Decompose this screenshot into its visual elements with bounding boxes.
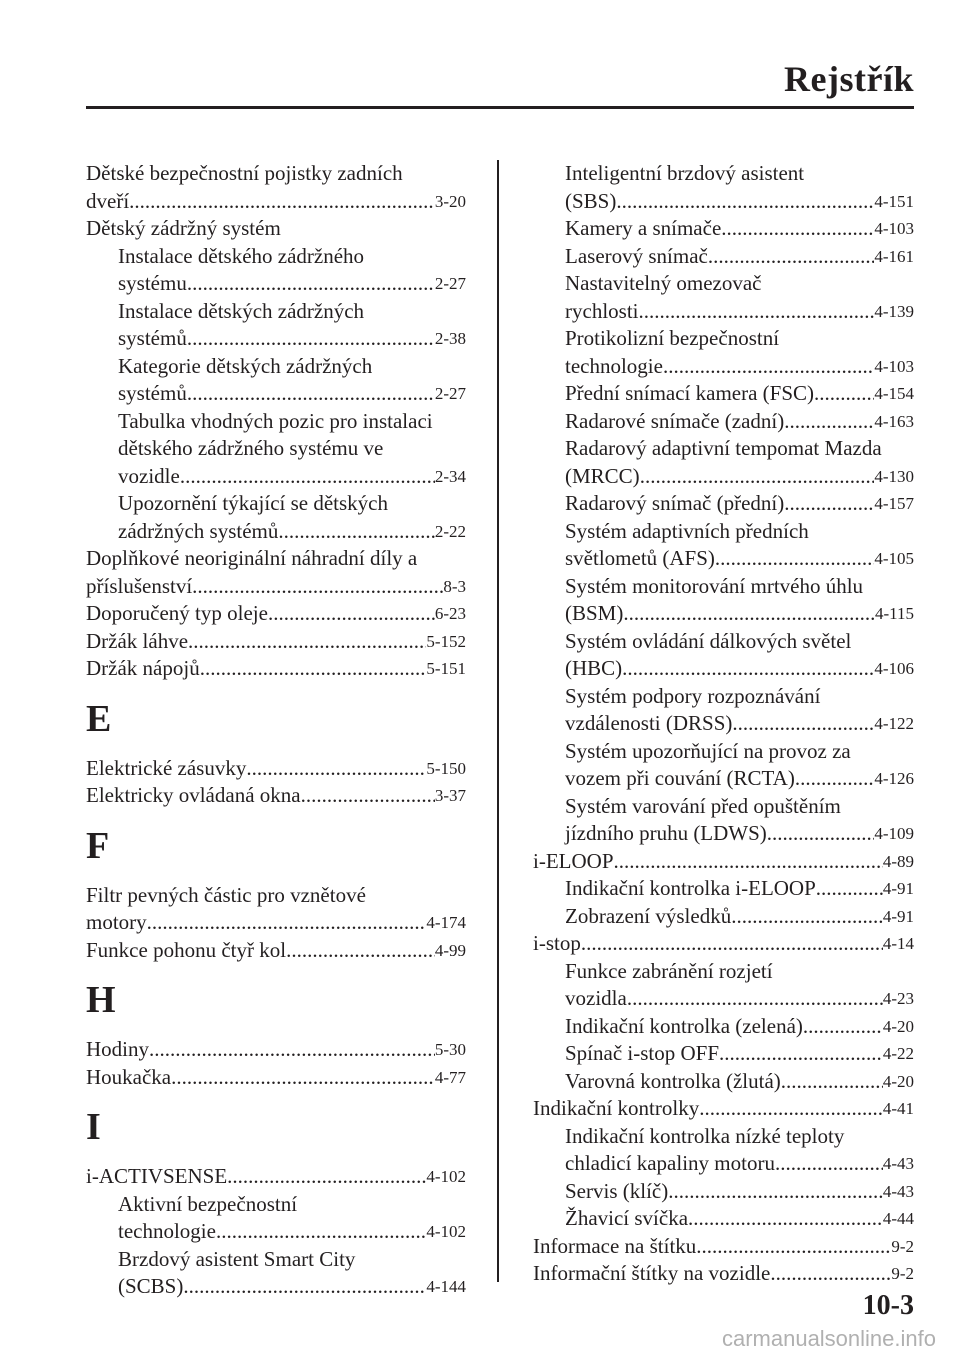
entry-text: Spínač i-stop OFF	[565, 1041, 720, 1065]
page-reference: 3-37	[434, 786, 466, 805]
page-reference: 6-23	[434, 604, 466, 623]
index-entry-line: Doplňkové neoriginální náhradní díly a	[86, 546, 418, 570]
entry-text: Radarový snímač (přední)	[565, 491, 785, 515]
page-reference: 4-102	[426, 1222, 466, 1241]
entry-text: Servis (klíč)	[565, 1178, 669, 1203]
index-subentry	[533, 1178, 914, 1206]
index-subentry	[533, 1150, 914, 1178]
page-reference: 4-91	[882, 879, 914, 898]
header-rule	[86, 106, 914, 109]
page-reference: 4-102	[426, 1167, 466, 1186]
entry-text: Elektricky ovládaná okna	[86, 783, 301, 807]
leader-dots	[770, 1260, 891, 1288]
index-subentry-line: Instalace dětských zádržných	[118, 298, 365, 323]
page-title: Rejstřík	[784, 59, 914, 99]
entry-text: i-stop	[533, 931, 581, 955]
page-reference: 4-115	[874, 604, 914, 623]
leader-dots	[708, 243, 874, 271]
page-reference: 5-30	[434, 1040, 466, 1059]
entry-text: systémů	[118, 326, 187, 350]
page-reference: 2-27	[434, 274, 466, 293]
index-entry	[533, 1233, 914, 1261]
leader-dots	[616, 188, 874, 216]
page-number: 10-3	[862, 1290, 914, 1321]
leader-dots	[581, 930, 883, 958]
page-reference: 4-20	[882, 1071, 914, 1091]
index-entry	[86, 782, 466, 810]
leader-dots	[246, 755, 426, 783]
index-subentry	[533, 215, 914, 243]
page-reference: 4-23	[882, 989, 914, 1008]
leader-dots	[286, 937, 435, 965]
index-subentry	[533, 298, 914, 326]
entry-text: i-ACTIVSENSE	[86, 1164, 228, 1188]
leader-dots	[781, 1068, 883, 1096]
index-subentry-line: Systém podpory rozpoznávání	[565, 683, 821, 708]
page-reference: 4-89	[882, 851, 914, 871]
leader-dots	[129, 188, 435, 216]
index-subentry	[533, 1040, 914, 1068]
section-letter: H	[86, 979, 116, 1021]
leader-dots	[731, 903, 883, 931]
page-reference: 4-126	[874, 769, 914, 788]
index-entry	[86, 600, 466, 628]
page-reference: 2-34	[434, 466, 466, 486]
index-subentry-line: Systém upozorňující na provoz za	[565, 738, 851, 763]
index-entry	[86, 573, 466, 601]
index-subentry	[86, 463, 466, 491]
index-subentry-line: Systém varování před opuštěním	[565, 793, 841, 818]
index-subentry-line: Indikační kontrolka nízké teploty	[565, 1123, 845, 1148]
entry-text: motory	[86, 910, 147, 934]
index-subentry	[533, 710, 914, 738]
entry-text: Doporučený typ oleje	[86, 601, 268, 625]
index-subentry	[533, 903, 914, 931]
entry-text: vozidla	[565, 986, 627, 1010]
leader-dots	[795, 765, 874, 793]
entry-text: vozem při couvání (RCTA)	[565, 766, 795, 790]
index-subentry	[533, 243, 914, 271]
page-reference: 4-144	[426, 1277, 466, 1296]
page-reference: 4-109	[874, 824, 914, 843]
index-subentry-line: Aktivní bezpečnostní	[118, 1191, 298, 1216]
page-reference: 4-139	[874, 301, 914, 321]
index-subentry-line: Kategorie dětských zádržných	[118, 353, 373, 378]
index-subentry	[533, 765, 914, 793]
entry-text: vzdálenosti (DRSS)	[565, 711, 733, 735]
index-subentry	[533, 545, 914, 573]
index-entry-line: Filtr pevných částic pro vznětové	[86, 882, 366, 907]
index-entry	[86, 909, 466, 937]
index-entry-line: Dětské bezpečnostní pojistky zadních	[86, 161, 403, 185]
index-subentry	[533, 1068, 914, 1096]
entry-text: Radarové snímače (zadní)	[565, 408, 785, 433]
page-reference: 4-20	[882, 1016, 914, 1036]
leader-dots	[188, 628, 426, 656]
entry-text: (MRCC)	[565, 463, 640, 488]
entry-text: Přední snímací kamera (FSC)	[565, 381, 815, 405]
index-entry	[86, 1036, 466, 1064]
section-letter: E	[86, 697, 112, 740]
page-reference: 2-38	[434, 329, 466, 348]
page-reference: 5-150	[426, 758, 466, 778]
index-entry-line: Dětský zádržný systém	[86, 216, 281, 240]
index-subentry-line: Instalace dětského zádržného	[118, 243, 365, 268]
page-reference: 5-152	[426, 631, 466, 651]
leader-dots	[668, 1178, 883, 1206]
entry-text: Zobrazení výsledků	[565, 903, 732, 928]
page-reference: 4-14	[882, 934, 914, 953]
leader-dots	[767, 820, 875, 848]
leader-dots	[640, 463, 875, 491]
leader-dots	[227, 1163, 426, 1191]
page-reference: 4-105	[874, 549, 914, 568]
index-entry	[86, 1163, 466, 1191]
page-reference: 4-154	[874, 384, 914, 403]
leader-dots	[623, 600, 875, 628]
entry-text: Funkce pohonu čtyř kol	[86, 937, 287, 962]
entry-text: Žhavicí svíčka	[565, 1206, 689, 1230]
leader-dots	[268, 600, 435, 628]
index-subentry-line: Systém monitorování mrtvého úhlu	[565, 573, 864, 598]
section-letter: I	[86, 1106, 101, 1148]
index-subentry	[86, 1273, 466, 1301]
leader-dots	[200, 655, 427, 683]
page-reference: 4-22	[882, 1044, 914, 1063]
index-subentry	[86, 270, 466, 298]
page-reference: 4-99	[434, 940, 466, 960]
leader-dots	[171, 1064, 435, 1092]
index-subentry-line: Tabulka vhodných pozic pro instalaci	[118, 408, 433, 433]
page-reference: 4-106	[874, 659, 914, 678]
leader-dots	[614, 848, 883, 876]
index-subentry-line: Upozornění týkající se dětských	[118, 491, 389, 515]
index-subentry	[533, 490, 914, 518]
entry-text: Informace na štítku	[533, 1233, 697, 1258]
index-subentry	[533, 655, 914, 683]
index-entry	[86, 1064, 466, 1092]
entry-text: vozidle	[118, 463, 180, 488]
index-subentry-line: Funkce zabránění rozjetí	[565, 958, 773, 983]
index-subentry-line: Systém ovládání dálkových světel	[565, 628, 852, 653]
index-subentry	[533, 380, 914, 408]
leader-dots	[187, 380, 435, 408]
index-subentry	[533, 820, 914, 848]
page-reference: 4-122	[874, 714, 914, 733]
index-column-left	[86, 160, 466, 1301]
leader-dots	[622, 655, 874, 683]
entry-text: technologie	[565, 353, 663, 378]
index-entry	[533, 1095, 914, 1123]
leader-dots	[699, 1095, 883, 1123]
entry-text: příslušenství	[86, 573, 193, 598]
page-reference: 5-151	[426, 659, 466, 678]
index-subentry-line: Radarový adaptivní tempomat Mazda	[565, 436, 882, 460]
entry-text: (SCBS)	[118, 1274, 184, 1298]
leader-dots	[663, 353, 874, 381]
index-subentry	[533, 1205, 914, 1233]
page-reference: 4-41	[882, 1099, 914, 1118]
entry-text: i-ELOOP	[533, 848, 614, 873]
index-subentry	[86, 1218, 466, 1246]
entry-text: (SBS)	[565, 188, 617, 213]
index-entry	[86, 628, 466, 656]
index-subentry	[533, 1013, 914, 1041]
index-entry	[533, 1260, 914, 1288]
index-entry	[86, 655, 466, 683]
leader-dots	[147, 909, 427, 937]
index-entry	[533, 848, 914, 876]
page-reference: 8-3	[443, 576, 466, 596]
index-entry	[86, 755, 466, 783]
index-subentry	[533, 463, 914, 491]
leader-dots	[814, 380, 874, 408]
entry-text: Laserový snímač	[565, 243, 708, 268]
page-reference: 4-77	[434, 1067, 466, 1087]
index-subentry-line: Inteligentní brzdový asistent	[565, 161, 805, 185]
entry-text: Držák nápojů	[86, 656, 200, 680]
leader-dots	[816, 875, 883, 903]
page-reference: 2-27	[434, 384, 466, 403]
entry-text: Elektrické zásuvky	[86, 755, 247, 780]
entry-text: Houkačka	[86, 1064, 172, 1089]
page-reference: 3-20	[434, 191, 466, 211]
entry-text: technologie	[118, 1219, 216, 1243]
page-header	[0, 0, 960, 110]
entry-text: Hodiny	[86, 1037, 149, 1061]
index-subentry	[533, 353, 914, 381]
column-divider	[497, 160, 499, 1282]
entry-text: chladicí kapaliny motoru	[565, 1151, 775, 1175]
page-reference: 4-130	[874, 466, 914, 486]
leader-dots	[715, 545, 874, 573]
leader-dots	[278, 518, 434, 546]
entry-text: Kamery a snímače	[565, 216, 722, 240]
leader-dots	[180, 463, 435, 491]
index-subentry	[533, 600, 914, 628]
page-reference: 4-163	[874, 411, 914, 431]
entry-text: Indikační kontrolka i-ELOOP	[565, 876, 816, 900]
index-column-right	[533, 160, 914, 1288]
leader-dots	[721, 215, 874, 243]
page-reference: 4-157	[874, 494, 914, 513]
section-letter: F	[86, 824, 110, 867]
page-reference: 4-103	[874, 356, 914, 376]
entry-text: dveří	[86, 188, 130, 213]
leader-dots	[784, 490, 874, 518]
leader-dots	[803, 1013, 883, 1041]
index-subentry	[86, 380, 466, 408]
page-reference: 2-22	[434, 521, 466, 541]
leader-dots	[688, 1205, 883, 1233]
entry-text: systémů	[118, 381, 187, 405]
leader-dots	[187, 325, 435, 353]
leader-dots	[183, 1273, 426, 1301]
page-reference: 4-151	[874, 191, 914, 211]
index-subentry	[533, 875, 914, 903]
leader-dots	[192, 573, 443, 601]
watermark: carmanualsonline.info	[721, 1326, 936, 1351]
entry-text: jízdního pruhu (LDWS)	[565, 821, 767, 845]
page-reference: 4-91	[882, 906, 914, 926]
index-subentry-line: Nastavitelný omezovač	[565, 271, 762, 295]
index-subentry	[533, 985, 914, 1013]
entry-text: systému	[118, 271, 187, 295]
entry-text: Indikační kontrolky	[533, 1096, 700, 1120]
index-subentry-line: Brzdový asistent Smart City	[118, 1246, 356, 1271]
entry-text: zádržných systémů	[118, 518, 279, 543]
index-subentry	[533, 188, 914, 216]
page-reference: 4-43	[882, 1154, 914, 1173]
entry-text: Držák láhve	[86, 628, 189, 653]
entry-text: světlometů (AFS)	[565, 546, 715, 570]
page-reference: 9-2	[891, 1236, 914, 1256]
index-subentry	[86, 518, 466, 546]
entry-text: (HBC)	[565, 656, 623, 680]
page-reference: 4-43	[882, 1181, 914, 1201]
entry-text: (BSM)	[565, 601, 624, 625]
leader-dots	[639, 298, 875, 326]
leader-dots	[627, 985, 883, 1013]
page-reference: 9-2	[891, 1264, 914, 1283]
leader-dots	[696, 1233, 891, 1261]
index-subentry	[86, 325, 466, 353]
entry-text: Varovná kontrolka (žlutá)	[565, 1068, 781, 1093]
index-subentry-line: dětského zádržného systému ve	[118, 436, 384, 460]
entry-text: Indikační kontrolka (zelená)	[565, 1013, 803, 1038]
leader-dots	[187, 270, 435, 298]
page-reference: 4-161	[874, 246, 914, 266]
leader-dots	[784, 408, 874, 436]
leader-dots	[149, 1036, 435, 1064]
index-subentry-line: Systém adaptivních předních	[565, 518, 809, 543]
page-reference: 4-103	[874, 219, 914, 238]
index-entry	[533, 930, 914, 958]
leader-dots	[732, 710, 874, 738]
page-reference: 4-174	[426, 913, 466, 932]
entry-text: rychlosti	[565, 298, 639, 323]
leader-dots	[301, 782, 435, 810]
leader-dots	[719, 1040, 883, 1068]
page-reference: 4-44	[882, 1209, 914, 1228]
entry-text: Informační štítky na vozidle	[533, 1261, 771, 1285]
index-subentry-line: Protikolizní bezpečnostní	[565, 326, 780, 350]
leader-dots	[216, 1218, 426, 1246]
leader-dots	[775, 1150, 883, 1178]
index-subentry	[533, 408, 914, 436]
index-entry	[86, 937, 466, 965]
index-entry	[86, 188, 466, 216]
